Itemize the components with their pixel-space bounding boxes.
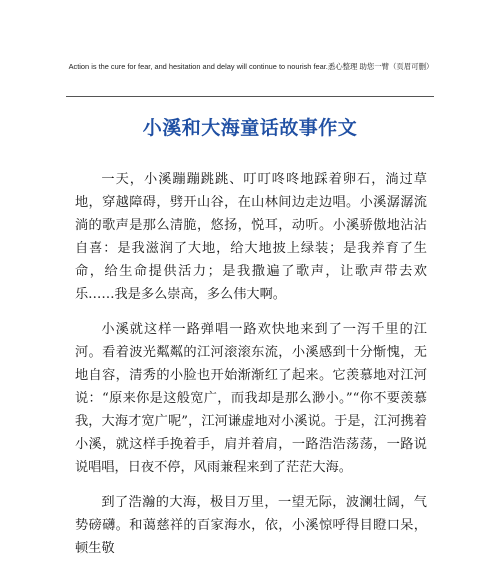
document-title: 小溪和大海童话故事作文 xyxy=(142,117,358,139)
header-divider xyxy=(66,96,434,97)
document-body xyxy=(75,168,427,572)
paragraph: 到了浩瀚的大海，极目万里，一望无际，波澜壮阔，气势磅礴。和蔼慈祥的百家海水，依，小溪惊呼得目瞪口呆，顿生敬 xyxy=(75,495,427,556)
paragraph: 小溪就这样一路弹唱一路欢快地来到了一泻千里的江河。看着波光粼粼的江河滚滚东流，小溪感到十分惭愧，无地自容，清秀的小脸也开始渐渐红了起来。它羡慕地对江河说：“原来你是这般宽广，而我却是那么渺小。”“你不要羡慕我，大海才宽广呢”，江河谦虚地对小溪说。于是，江河携着小溪，就这样手挽着手，肩并着肩，一路浩浩荡荡，一路说说唱唱，日夜不停，风雨兼程来到了茫茫大海。 xyxy=(75,322,427,475)
paragraph: 一天，小溪蹦蹦跳跳、叮叮咚咚地踩着卵石，淌过草地，穿越障碍，劈开山谷，在山林间边走边唱。小溪潺潺流淌的歌声是那么清脆，悠扬，悦耳，动听。小溪骄傲地沾沾自喜：是我滋润了大地，给大地披上绿装；是我养育了生命，给生命提供活力；是我撒遍了歌声，让歌声带去欢乐……我是多么崇高，多么伟大啊。 xyxy=(75,172,427,302)
page-header: Action is the cure for fear, and hesitation and delay will continue to nourish fear.悉心整理 助您一臂（页眉可删） xyxy=(68,62,434,71)
